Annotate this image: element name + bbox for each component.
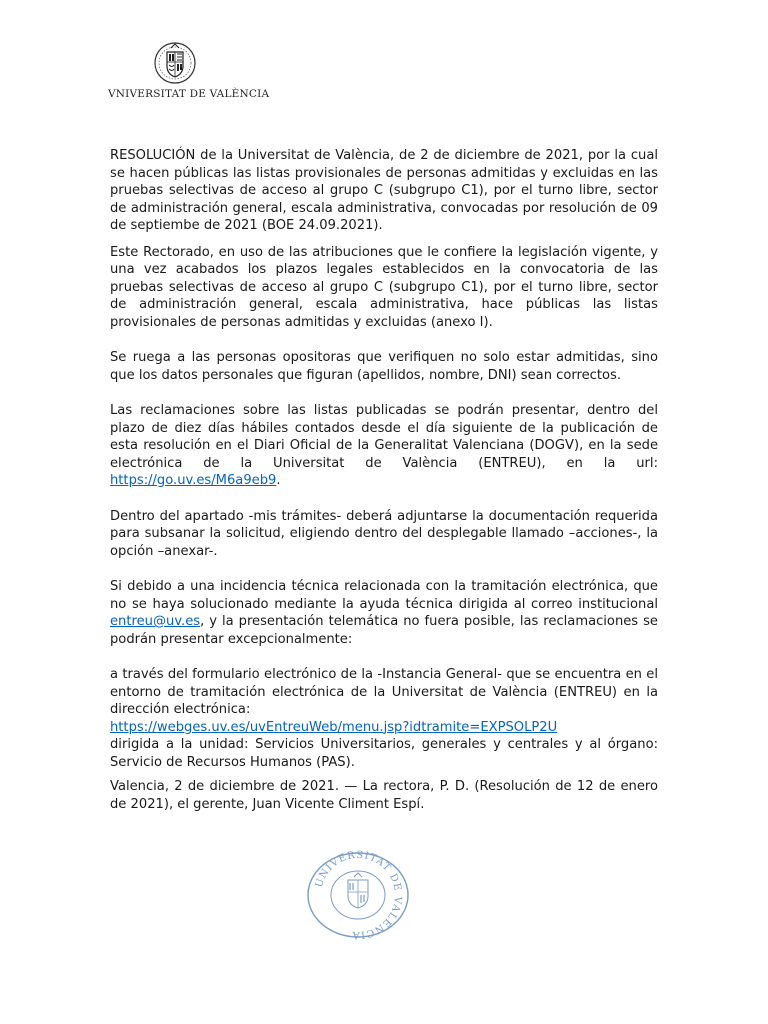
- reclamaciones-text: Las reclamaciones sobre las listas publicadas se podrán presentar, dentro del plazo de diez días hábiles contados desde el día siguiente de la publicación de esta resolución en el Diari Oficial de la Generalitat Valenciana (DOGV), en la sede electrónica de la Universitat de València (ENTREU), en la url:: [110, 403, 658, 471]
- svg-text:UNIVERSITAT DE VALÈNCIA: UNIVERSITAT DE VALÈNCIA: [313, 850, 404, 940]
- entreu-web-link[interactable]: https://webges.uv.es/uvEntreuWeb/menu.jsp?idtramite=EXPSOLP2U: [110, 719, 558, 735]
- paragraph-rectorado: Este Rectorado, en uso de las atribuciones que le confiere la legislación vigente, y una vez acabados los plazos legales establecidos en la convocatoria de las pruebas selectivas de acceso al grupo C (subgrupo C1), por el turno libre, sector de administración general, escala administrativa, hace públicas las listas provisionales de personas admitidas y excluidas (anexo I).: [110, 244, 658, 330]
- reclamaciones-end: .: [276, 473, 281, 488]
- university-logo: [108, 40, 270, 106]
- paragraph-reclamaciones: [110, 402, 658, 490]
- university-crest-icon: [154, 40, 196, 86]
- entreu-short-link[interactable]: https://go.uv.es/M6a9eb9: [110, 473, 277, 488]
- paragraph-incidencia: [110, 578, 658, 648]
- instancia-end: dirigida a la unidad: Servicios Universitarios, generales y centrales y al órgano: Servicio de Recursos Humanos (PAS).: [110, 737, 658, 770]
- resolution-body: [110, 147, 658, 780]
- closing-signature: Valencia, 2 de diciembre de 2021. — La rectora, P. D. (Resolución de 12 de enero de 2021), el gerente, Juan Vicente Climent Espí.: [110, 779, 658, 812]
- paragraph-mis-tramites: Dentro del apartado -mis trámites- deberá adjuntarse la documentación requerida para subsanar la solicitud, eligiendo dentro del desplegable llamado –acciones-, la opción –anexar-.: [110, 508, 658, 559]
- resolution-title-paragraph: RESOLUCIÓN de la Universitat de València, de 2 de diciembre de 2021, por la cual se hacen públicas las listas provisionales de personas admitidas y excluidas en las pruebas selectivas de acceso al grupo C (subgrupo C1), por el turno libre, sector de administración general, escala administrativa, convocadas por resolución de 09 de septiembe de 2021 (BOE 24.09.2021).: [110, 148, 658, 233]
- paragraph-instancia-general: [110, 666, 658, 771]
- incidencia-text: Si debido a una incidencia técnica relacionada con la tramitación electrónica, que no se haya solucionado mediante la ayuda técnica dirigida al correo institucional: [110, 579, 658, 612]
- entreu-email-link[interactable]: entreu@uv.es: [110, 614, 201, 629]
- university-seal-stamp: [303, 850, 413, 940]
- logo-wordmark: VNIVERSITAT DE VALÈNCIA: [108, 88, 270, 100]
- instancia-text: a través del formulario electrónico de la -Instancia General- que se encuentra en el entorno de tramitación electrónica de la Universitat de València (ENTREU) en la dirección electrónica:: [110, 667, 658, 717]
- paragraph-verification: Se ruega a las personas opositoras que verifiquen no solo estar admitidas, sino que los datos personales que figuran (apellidos, nombre, DNI) sean correctos.: [110, 350, 658, 383]
- incidencia-end: , y la presentación telemática no fuera posible, las reclamaciones se podrán presentar excepcionalmente:: [110, 614, 658, 647]
